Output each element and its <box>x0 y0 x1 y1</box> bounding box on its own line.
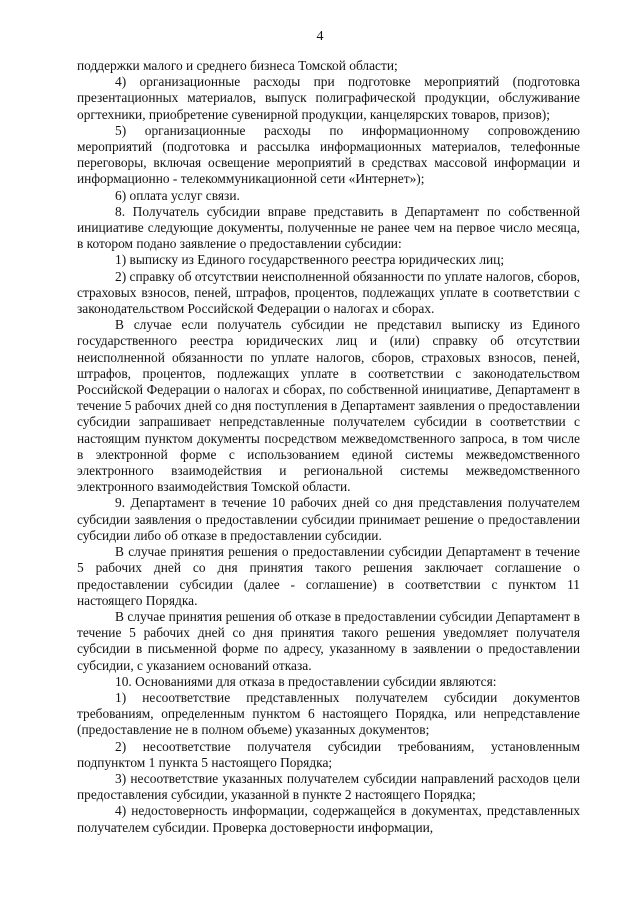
document-body <box>77 58 580 836</box>
paragraph: 1) выписку из Единого государственного реестра юридических лиц; <box>115 252 505 268</box>
paragraph: 2) несоответствие получателя субсидии требованиям, установленным подпунктом 1 пункта 5 настоящего Порядка; <box>77 738 580 770</box>
paragraph: 1) несоответствие представленных получателем субсидии документов требованиям, определенным пунктом 6 настоящего Порядка, или непредставление (предоставление не в полном объеме) указанных документов; <box>77 689 580 738</box>
paragraph: В случае принятия решения об отказе в предоставлении субсидии Департамент в течение 5 рабочих дней со дня принятия такого решения уведомляет получателя субсидии в письменной форме по адресу, указанному в заявлении о предоставлении субсидии, с указанием оснований отказа. <box>77 608 580 673</box>
page-number: 4 <box>316 29 324 44</box>
paragraph: 4) недостоверность информации, содержащейся в документах, представленных получателем субсидии. Проверка достоверности информации, <box>77 803 580 835</box>
paragraph: 9. Департамент в течение 10 рабочих дней со дня представления получателем субсидии заявления о предоставлении субсидии принимает решение о предоставлении субсидии либо об отказе в предоставлении субсидии. <box>77 495 580 543</box>
paragraph: 6) оплата услуг связи. <box>115 187 240 203</box>
paragraph: поддержки малого и среднего бизнеса Томской области; <box>77 58 398 73</box>
paragraph: 8. Получатель субсидии вправе представить в Департамент по собственной инициативе следующие документы, полученные не ранее чем на первое число месяца, в котором подано заявление о предоставлении субсидии: <box>77 203 580 252</box>
paragraph: В случае принятия решения о предоставлении субсидии Департамент в течение 5 рабочих дней со дня принятия такого решения заключает соглашение о предоставлении субсидии (далее - соглашение) в соответствии с пунктом 11 настоящего Порядка. <box>77 544 580 608</box>
paragraph: 5) организационные расходы по информационному сопровождению мероприятий (подготовка и рассылка информационных материалов, телефонные переговоры, включая освещение мероприятий в средствах массовой информации и информационно - телекоммуникационной сети «Интернет»); <box>77 122 580 187</box>
paragraph: 2) справку об отсутствии неисполненной обязанности по уплате налогов, сборов, страховых взносов, пеней, штрафов, процентов, подлежащих уплате в соответствии с законодательством Российской Федерации о налогах и сборах. <box>77 268 580 317</box>
paragraph: 3) несоответствие указанных получателем субсидии направлений расходов цели предоставления субсидии, указанной в пункте 2 настоящего Порядка; <box>77 770 580 803</box>
paragraph: 4) организационные расходы при подготовке мероприятий (подготовка презентационных материалов, выпуск полиграфической продукции, обслуживание оргтехники, приобретение сувенирной продукции, канцелярских товаров, призов); <box>77 74 580 122</box>
paragraph: В случае если получатель субсидии не представил выписку из Единого государственного реестра юридических лиц и (или) справку об отсутствии неисполненной обязанности по уплате налогов, сборов, страховых взносов, пеней, штрафов, процентов, подлежащих уплате в соответствии с законодательством Российской Федерации о налогах и сборах, по собственной инициативе, Департамент в течение 5 рабочих дней со дня поступления в Департамент заявления о предоставлении субсидии запрашивает непредставленные получателем субсидии в соответствии с настоящим пунктом документы посредством межведомственного запроса, в том числе в электронной форме с использованием единой системы межведомственного электронного взаимодействия и региональной системы межведомственного электронного взаимодействия Томской области. <box>77 317 580 495</box>
paragraph: 10. Основаниями для отказа в предоставлении субсидии являются: <box>115 673 497 689</box>
